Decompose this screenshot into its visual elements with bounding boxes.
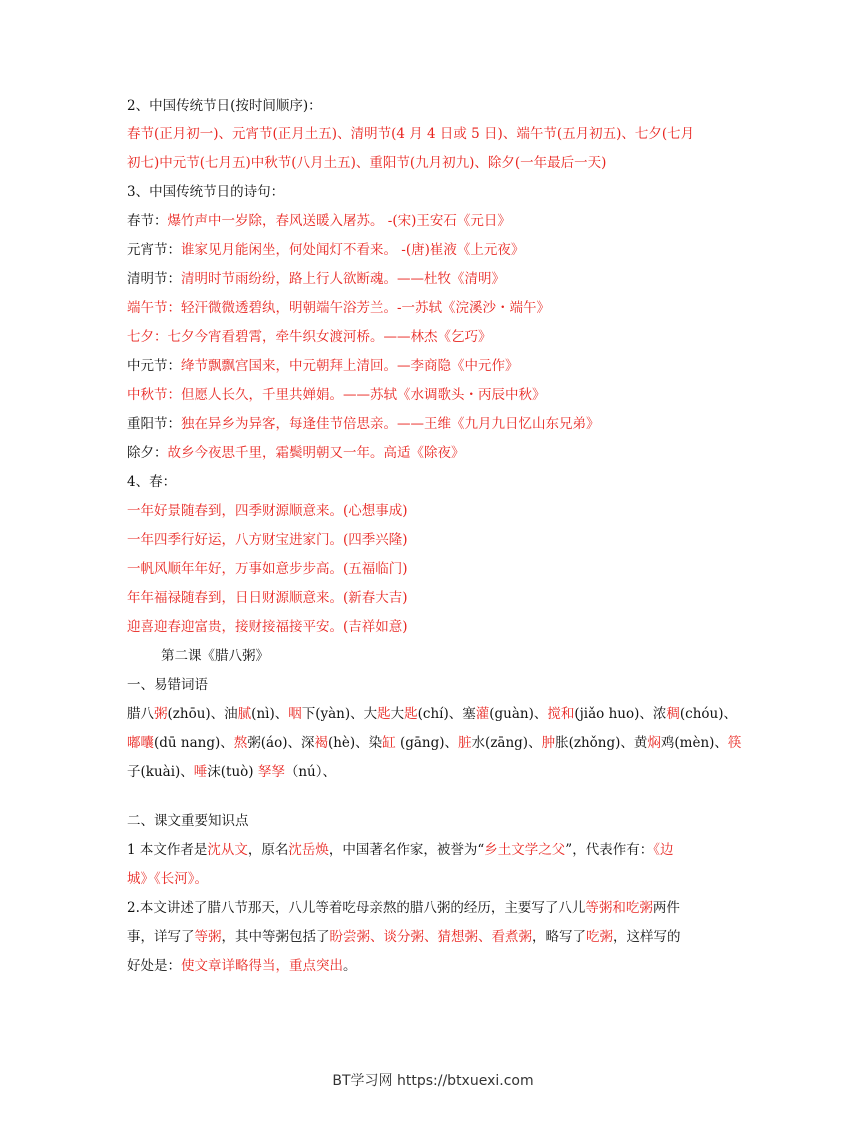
text-segment: (hè)、染 <box>327 735 383 751</box>
text-line <box>127 443 465 463</box>
text-segment: 2.本文讲述了腊八节那天，八儿等着吃母亲熬的腊八粥的经历，主要写了八儿 <box>127 900 586 916</box>
text-segment: 元宵节： <box>127 242 181 258</box>
highlighted-text: 一年好景随春到，四季财源顺意来。(心想事成) <box>127 503 408 519</box>
highlighted-text: 绛节飘飘宫国来，中元朝拜上清回。—李商隐《中元作》 <box>181 358 519 374</box>
highlighted-text: 一年四季行好运，八方财宝进家门。(四季兴隆) <box>127 532 408 548</box>
text-segment: ，这样写的 <box>613 929 681 945</box>
text-segment: 中元节： <box>127 358 181 374</box>
highlighted-text: 咽 <box>288 706 302 722</box>
page-footer: BT学习网 https://btxuexi.com <box>332 1073 534 1089</box>
text-segment: 4、春： <box>127 474 177 490</box>
highlighted-text: 沈从文 <box>207 842 248 858</box>
highlighted-text: 中秋节：但愿人长久，千里共婵娟。——苏轼《水调歌头・丙辰中秋》 <box>127 387 546 403</box>
highlighted-text: 熬 <box>233 735 248 751</box>
text-segment: 3、中国传统节日的诗句： <box>127 184 285 200</box>
text-segment: ，其中等粥包括了 <box>221 929 330 945</box>
text-line <box>127 182 284 202</box>
text-line <box>127 153 606 173</box>
highlighted-text: 清明时节雨纷纷，路上行人欲断魂。——杜牧《清明》 <box>181 271 505 287</box>
text-segment: （nú）、 <box>284 764 336 780</box>
highlighted-text: 年年福禄随春到，日日财源顺意来。(新春大吉) <box>127 590 408 606</box>
text-line <box>127 559 408 579</box>
text-line <box>127 617 408 637</box>
text-segment: 2、中国传统节日(按时间顺序)： <box>127 98 322 114</box>
text-segment: 腊八 <box>127 706 154 722</box>
text-segment: (zhōu)、油 <box>167 706 238 722</box>
text-segment: 好处是： <box>127 958 181 974</box>
text-segment: 子(kuài)、 <box>127 764 194 780</box>
text-segment: ，中国著名作家，被誉为“ <box>328 842 485 858</box>
highlighted-text: 沈岳焕 <box>288 842 329 858</box>
highlighted-text: 嘟囔 <box>127 735 154 751</box>
highlighted-text: 稠 <box>666 706 680 722</box>
highlighted-text: 城》《长河》。 <box>127 871 208 887</box>
text-segment: 鸡(mèn)、 <box>660 735 728 751</box>
text-segment: 水(zāng)、 <box>471 735 542 751</box>
highlighted-text: 匙 <box>377 706 391 722</box>
highlighted-text: 孥孥 <box>257 764 285 780</box>
text-segment: 沫(tuò) <box>207 764 258 780</box>
text-line <box>127 211 511 231</box>
text-line <box>127 501 408 521</box>
highlighted-text: 脏 <box>458 735 472 751</box>
text-segment: 事，详写了 <box>127 929 195 945</box>
highlighted-text: 粥 <box>154 706 168 722</box>
text-segment: 重阳节： <box>127 416 181 432</box>
text-line <box>127 327 492 347</box>
highlighted-text: 盼尝粥、谈分粥、猜想粥、看煮粥 <box>329 929 532 945</box>
text-segment: (chóu)、 <box>679 706 738 722</box>
text-segment: 胀(zhǒng)、黄 <box>555 735 648 751</box>
text-line <box>127 240 524 260</box>
highlighted-text: 褐 <box>314 735 328 751</box>
text-segment: (gāng)、 <box>395 735 459 751</box>
highlighted-text: 七夕：七夕今宵看碧霄，牵牛织女渡河桥。——林杰《乞巧》 <box>127 329 492 345</box>
highlighted-text: 吃粥 <box>586 929 613 945</box>
highlighted-text: 等粥 <box>194 929 222 945</box>
highlighted-text: 等粥和吃粥 <box>585 900 653 916</box>
highlighted-text: 唾 <box>193 764 208 780</box>
highlighted-text: 爆竹声中一岁除，春风送暖入屠苏。 -(宋)王安石《元日》 <box>167 213 511 229</box>
text-line <box>127 530 408 550</box>
highlighted-text: 春节(正月初一)、元宵节(正月土五)、清明节(4 月 4 日或 5 日)、端午节(五月初五)、七夕(七月 <box>127 126 695 142</box>
text-segment: 下(yàn)、大 <box>301 706 378 722</box>
text-segment: 清明节： <box>127 271 181 287</box>
text-line <box>127 704 737 724</box>
highlighted-text: 灌 <box>475 706 490 722</box>
text-line <box>127 675 208 695</box>
text-line <box>127 927 681 947</box>
text-segment: (jiǎo huo)、浓 <box>574 706 667 722</box>
highlighted-text: 初七)中元节(七月五)中秋节(八月土五)、重阳节(九月初九)、除夕(一年最后一天) <box>127 155 607 171</box>
text-line <box>127 869 208 889</box>
highlighted-text: 一帆风顺年年好，万事如意步步高。(五福临门) <box>127 561 408 577</box>
text-segment: ”，代表作有： <box>565 842 654 858</box>
highlighted-text: 匙 <box>404 706 418 722</box>
highlighted-text: 筷 <box>727 735 742 751</box>
text-segment: 春节： <box>127 213 168 229</box>
text-line <box>127 811 249 831</box>
text-segment: 除夕： <box>127 445 168 461</box>
text-line <box>127 898 680 918</box>
text-line <box>127 472 176 492</box>
text-segment: 大 <box>390 706 405 722</box>
highlighted-text: 搅和 <box>547 706 575 722</box>
text-segment: 。 <box>343 958 357 974</box>
text-segment: (chí)、塞 <box>417 706 476 722</box>
text-line <box>127 588 408 608</box>
text-segment: ，原名 <box>247 842 289 858</box>
text-line <box>127 762 336 782</box>
text-line <box>127 840 673 860</box>
highlighted-text: 腻 <box>237 706 252 722</box>
text-segment: 粥(áo)、深 <box>247 735 315 751</box>
text-line <box>127 414 600 434</box>
highlighted-text: 故乡今夜思千里，霜鬓明朝又一年。高适《除夜》 <box>167 445 465 461</box>
text-segment: 两件 <box>652 900 680 916</box>
highlighted-text: 缸 <box>382 735 396 751</box>
highlighted-text: 焖 <box>647 735 661 751</box>
highlighted-text: 使文章详略得当，重点突出 <box>181 958 343 974</box>
text-line <box>127 356 519 376</box>
text-segment: ，略写了 <box>532 929 586 945</box>
highlighted-text: 迎喜迎春迎富贵，接财接福接平安。(吉祥如意) <box>127 619 408 635</box>
text-segment: 一、易错词语 <box>127 677 208 693</box>
text-segment: (guàn)、 <box>489 706 548 722</box>
highlighted-text: 独在异乡为异客，每逢佳节倍思亲。——王维《九月九日忆山东兄弟》 <box>181 416 600 432</box>
text-segment: (nì)、 <box>251 706 289 722</box>
highlighted-text: 谁家见月能闲坐，何处闻灯不看来。 -(唐)崔液《上元夜》 <box>181 242 525 258</box>
text-line <box>127 733 741 753</box>
text-segment: (dū nang)、 <box>154 735 234 751</box>
highlighted-text: 乡土文学之父 <box>484 842 566 858</box>
highlighted-text: 肿 <box>541 735 556 751</box>
highlighted-text: 端午节：轻汗微微透碧纨，明朝端午浴芳兰。-一苏轼《浣溪沙・端午》 <box>127 300 551 316</box>
text-line <box>127 96 322 116</box>
text-line <box>127 124 694 144</box>
text-line <box>127 269 505 289</box>
text-segment: 1 本文作者是 <box>127 842 208 858</box>
highlighted-text: 《边 <box>653 842 674 858</box>
text-line <box>127 956 357 976</box>
text-line <box>127 385 546 405</box>
text-segment: 第二课《腊八粥》 <box>161 648 269 664</box>
text-line <box>161 646 269 666</box>
text-line <box>127 298 550 318</box>
text-segment: 二、课文重要知识点 <box>127 813 249 829</box>
